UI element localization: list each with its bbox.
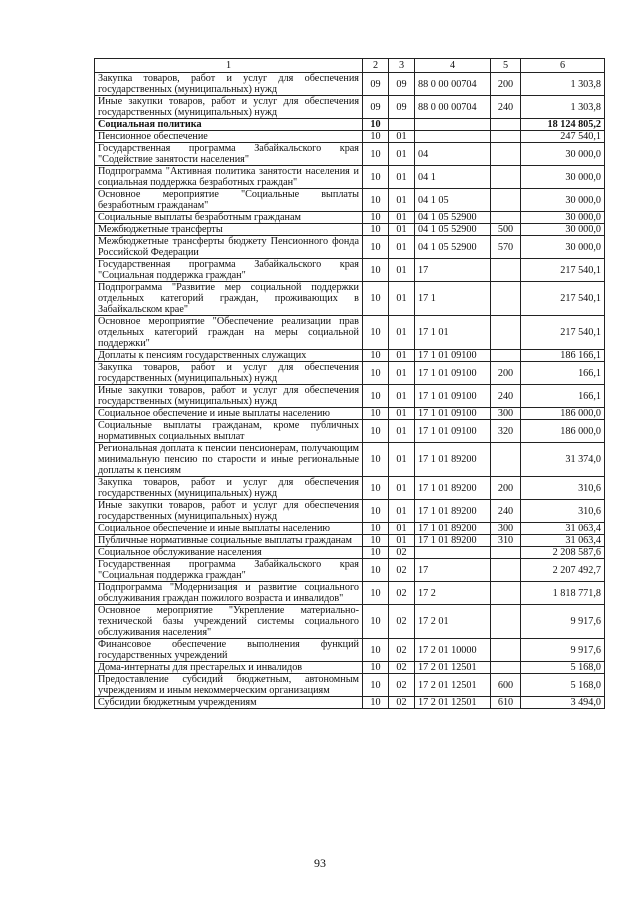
row-section-cell: 10 — [363, 236, 389, 259]
row-subsection-cell: 01 — [389, 385, 415, 408]
table-row — [95, 119, 605, 131]
row-subsection-cell: 01 — [389, 523, 415, 535]
row-target-article-cell: 04 1 05 52900 — [415, 236, 491, 259]
row-target-article-cell: 17 1 01 89200 — [415, 443, 491, 477]
row-name-cell: Социальные выплаты гражданам, кроме публичных нормативных социальных выплат — [95, 420, 363, 443]
row-section-cell: 10 — [363, 282, 389, 316]
row-section-cell: 10 — [363, 362, 389, 385]
row-target-article-cell: 17 1 01 89200 — [415, 500, 491, 523]
row-amount-cell: 310,6 — [521, 500, 605, 523]
table-row — [95, 131, 605, 143]
row-section-cell: 10 — [363, 189, 389, 212]
row-amount-cell: 30 000,0 — [521, 236, 605, 259]
row-target-article-cell: 04 1 — [415, 166, 491, 189]
row-subsection-cell: 02 — [389, 605, 415, 639]
row-section-cell: 10 — [363, 420, 389, 443]
page-number: 93 — [314, 856, 326, 870]
row-amount-cell: 217 540,1 — [521, 259, 605, 282]
row-target-article-cell: 17 1 01 09100 — [415, 420, 491, 443]
row-name-cell: Основное мероприятие "Социальные выплаты безработным гражданам" — [95, 189, 363, 212]
row-subsection-cell: 09 — [389, 96, 415, 119]
table-row — [95, 420, 605, 443]
row-expense-type-cell — [491, 166, 521, 189]
row-section-cell: 10 — [363, 316, 389, 350]
row-expense-type-cell — [491, 547, 521, 559]
row-name-cell: Закупка товаров, работ и услуг для обеспечения государственных (муниципальных) нужд — [95, 73, 363, 96]
table-row — [95, 662, 605, 674]
table-row — [95, 605, 605, 639]
table-row — [95, 96, 605, 119]
row-name-cell: Предоставление субсидий бюджетным, автономным учреждениям и иным некоммерческим организациям — [95, 674, 363, 697]
header-cell-1: 1 — [95, 59, 363, 73]
row-section-cell: 10 — [363, 119, 389, 131]
row-subsection-cell: 01 — [389, 362, 415, 385]
row-name-cell: Социальные выплаты безработным гражданам — [95, 212, 363, 224]
row-expense-type-cell: 240 — [491, 385, 521, 408]
row-subsection-cell: 01 — [389, 131, 415, 143]
row-amount-cell: 247 540,1 — [521, 131, 605, 143]
row-name-cell: Социальная политика — [95, 119, 363, 131]
row-expense-type-cell — [491, 282, 521, 316]
row-expense-type-cell: 240 — [491, 96, 521, 119]
row-subsection-cell: 01 — [389, 212, 415, 224]
row-subsection-cell: 01 — [389, 143, 415, 166]
row-section-cell: 10 — [363, 535, 389, 547]
row-section-cell: 10 — [363, 582, 389, 605]
row-target-article-cell: 17 1 01 89200 — [415, 535, 491, 547]
row-expense-type-cell — [491, 212, 521, 224]
row-expense-type-cell — [491, 350, 521, 362]
row-name-cell: Публичные нормативные социальные выплаты гражданам — [95, 535, 363, 547]
row-name-cell: Государственная программа Забайкальского края "Социальная поддержка граждан" — [95, 559, 363, 582]
row-subsection-cell: 09 — [389, 73, 415, 96]
row-name-cell: Социальное обеспечение и иные выплаты населению — [95, 523, 363, 535]
table-row — [95, 189, 605, 212]
row-expense-type-cell — [491, 582, 521, 605]
row-name-cell: Иные закупки товаров, работ и услуг для обеспечения государственных (муниципальных) нужд — [95, 385, 363, 408]
table-row — [95, 224, 605, 236]
table-row — [95, 212, 605, 224]
row-subsection-cell — [389, 119, 415, 131]
row-name-cell: Дома-интернаты для престарелых и инвалидов — [95, 662, 363, 674]
table-row — [95, 559, 605, 582]
row-target-article-cell: 04 1 05 52900 — [415, 212, 491, 224]
row-expense-type-cell — [491, 662, 521, 674]
row-target-article-cell: 04 1 05 52900 — [415, 224, 491, 236]
row-amount-cell: 9 917,6 — [521, 639, 605, 662]
row-amount-cell: 31 063,4 — [521, 523, 605, 535]
table-row — [95, 500, 605, 523]
row-amount-cell: 1 303,8 — [521, 73, 605, 96]
row-section-cell: 10 — [363, 212, 389, 224]
header-cell-6: 6 — [521, 59, 605, 73]
row-name-cell: Социальное обслуживание населения — [95, 547, 363, 559]
row-amount-cell: 30 000,0 — [521, 143, 605, 166]
table-row — [95, 362, 605, 385]
row-target-article-cell: 17 2 — [415, 582, 491, 605]
table-row — [95, 582, 605, 605]
table-row — [95, 316, 605, 350]
row-target-article-cell: 17 1 01 89200 — [415, 477, 491, 500]
row-expense-type-cell: 240 — [491, 500, 521, 523]
row-name-cell: Иные закупки товаров, работ и услуг для обеспечения государственных (муниципальных) нужд — [95, 96, 363, 119]
table-row — [95, 385, 605, 408]
row-name-cell: Социальное обеспечение и иные выплаты населению — [95, 408, 363, 420]
row-subsection-cell: 01 — [389, 316, 415, 350]
table-row — [95, 350, 605, 362]
row-expense-type-cell — [491, 131, 521, 143]
row-amount-cell: 2 208 587,6 — [521, 547, 605, 559]
header-cell-4: 4 — [415, 59, 491, 73]
row-section-cell: 10 — [363, 259, 389, 282]
row-expense-type-cell — [491, 605, 521, 639]
row-section-cell: 10 — [363, 385, 389, 408]
row-section-cell: 10 — [363, 674, 389, 697]
row-expense-type-cell: 300 — [491, 523, 521, 535]
table-row — [95, 236, 605, 259]
row-subsection-cell: 01 — [389, 500, 415, 523]
row-section-cell: 10 — [363, 500, 389, 523]
row-amount-cell: 3 494,0 — [521, 697, 605, 709]
row-section-cell: 10 — [363, 639, 389, 662]
row-expense-type-cell — [491, 119, 521, 131]
row-subsection-cell: 01 — [389, 535, 415, 547]
table-row — [95, 73, 605, 96]
table-row — [95, 535, 605, 547]
row-section-cell: 10 — [363, 559, 389, 582]
table-row — [95, 697, 605, 709]
row-subsection-cell: 01 — [389, 420, 415, 443]
row-name-cell: Пенсионное обеспечение — [95, 131, 363, 143]
row-expense-type-cell — [491, 316, 521, 350]
row-amount-cell: 186 000,0 — [521, 408, 605, 420]
row-expense-type-cell — [491, 259, 521, 282]
row-name-cell: Основное мероприятие "Обеспечение реализации прав отдельных категорий граждан на меры социальной поддержки" — [95, 316, 363, 350]
row-target-article-cell — [415, 547, 491, 559]
table-row — [95, 547, 605, 559]
row-name-cell: Государственная программа Забайкальского края "Социальная поддержка граждан" — [95, 259, 363, 282]
row-amount-cell: 166,1 — [521, 385, 605, 408]
row-amount-cell: 31 374,0 — [521, 443, 605, 477]
row-section-cell: 10 — [363, 697, 389, 709]
row-target-article-cell: 17 1 01 89200 — [415, 523, 491, 535]
row-target-article-cell: 88 0 00 00704 — [415, 96, 491, 119]
row-name-cell: Иные закупки товаров, работ и услуг для обеспечения государственных (муниципальных) нужд — [95, 500, 363, 523]
row-subsection-cell: 01 — [389, 477, 415, 500]
row-target-article-cell: 17 2 01 12501 — [415, 674, 491, 697]
row-target-article-cell: 17 1 01 09100 — [415, 385, 491, 408]
row-expense-type-cell: 570 — [491, 236, 521, 259]
row-expense-type-cell — [491, 189, 521, 212]
row-subsection-cell: 01 — [389, 259, 415, 282]
row-expense-type-cell: 200 — [491, 477, 521, 500]
header-cell-5: 5 — [491, 59, 521, 73]
table-row — [95, 639, 605, 662]
row-name-cell: Межбюджетные трансферты — [95, 224, 363, 236]
row-name-cell: Межбюджетные трансферты бюджету Пенсионного фонда Российской Федерации — [95, 236, 363, 259]
row-target-article-cell: 17 1 — [415, 282, 491, 316]
row-subsection-cell: 01 — [389, 282, 415, 316]
table-row — [95, 443, 605, 477]
row-amount-cell: 217 540,1 — [521, 316, 605, 350]
row-target-article-cell: 17 1 01 09100 — [415, 362, 491, 385]
row-subsection-cell: 01 — [389, 189, 415, 212]
row-subsection-cell: 01 — [389, 166, 415, 189]
row-amount-cell: 310,6 — [521, 477, 605, 500]
row-section-cell: 10 — [363, 350, 389, 362]
row-target-article-cell: 17 1 01 09100 — [415, 408, 491, 420]
row-amount-cell: 2 207 492,7 — [521, 559, 605, 582]
row-amount-cell: 186 166,1 — [521, 350, 605, 362]
table-row — [95, 523, 605, 535]
table-row — [95, 674, 605, 697]
row-section-cell: 10 — [363, 131, 389, 143]
row-subsection-cell: 02 — [389, 559, 415, 582]
row-name-cell: Подпрограмма "Развитие мер социальной поддержки отдельных категорий граждан, проживающих в Забайкальском крае" — [95, 282, 363, 316]
row-section-cell: 09 — [363, 73, 389, 96]
row-name-cell: Основное мероприятие "Укрепление материально-технической базы учреждений системы социального обслуживания населения" — [95, 605, 363, 639]
row-expense-type-cell: 300 — [491, 408, 521, 420]
row-target-article-cell: 17 1 01 — [415, 316, 491, 350]
row-subsection-cell: 02 — [389, 547, 415, 559]
row-amount-cell: 30 000,0 — [521, 166, 605, 189]
row-section-cell: 10 — [363, 166, 389, 189]
row-section-cell: 09 — [363, 96, 389, 119]
row-target-article-cell: 88 0 00 00704 — [415, 73, 491, 96]
row-subsection-cell: 02 — [389, 639, 415, 662]
table-row — [95, 477, 605, 500]
row-section-cell: 10 — [363, 605, 389, 639]
budget-table — [94, 58, 605, 709]
row-amount-cell: 1 303,8 — [521, 96, 605, 119]
row-target-article-cell — [415, 131, 491, 143]
row-section-cell: 10 — [363, 523, 389, 535]
row-amount-cell: 9 917,6 — [521, 605, 605, 639]
row-amount-cell: 30 000,0 — [521, 189, 605, 212]
row-name-cell: Подпрограмма "Модернизация и развитие социального обслуживания граждан пожилого возраста и инвалидов" — [95, 582, 363, 605]
row-expense-type-cell: 320 — [491, 420, 521, 443]
row-section-cell: 10 — [363, 408, 389, 420]
row-expense-type-cell — [491, 143, 521, 166]
row-amount-cell: 5 168,0 — [521, 674, 605, 697]
row-expense-type-cell: 610 — [491, 697, 521, 709]
row-target-article-cell: 17 1 01 09100 — [415, 350, 491, 362]
header-cell-2: 2 — [363, 59, 389, 73]
row-target-article-cell: 04 1 05 — [415, 189, 491, 212]
table-row — [95, 166, 605, 189]
row-subsection-cell: 01 — [389, 224, 415, 236]
row-name-cell: Региональная доплата к пенсии пенсионерам, получающим минимальную пенсию по старости и иные региональные доплаты к пенсиям — [95, 443, 363, 477]
header-cell-3: 3 — [389, 59, 415, 73]
row-name-cell: Доплаты к пенсиям государственных служащих — [95, 350, 363, 362]
row-target-article-cell: 17 — [415, 559, 491, 582]
row-amount-cell: 166,1 — [521, 362, 605, 385]
row-target-article-cell: 17 2 01 12501 — [415, 662, 491, 674]
row-name-cell: Финансовое обеспечение выполнения функций государственных учреждений — [95, 639, 363, 662]
table-row — [95, 259, 605, 282]
row-amount-cell: 1 818 771,8 — [521, 582, 605, 605]
row-amount-cell: 31 063,4 — [521, 535, 605, 547]
row-expense-type-cell — [491, 639, 521, 662]
row-section-cell: 10 — [363, 224, 389, 236]
row-amount-cell: 5 168,0 — [521, 662, 605, 674]
row-section-cell: 10 — [363, 143, 389, 166]
row-expense-type-cell — [491, 443, 521, 477]
row-name-cell: Закупка товаров, работ и услуг для обеспечения государственных (муниципальных) нужд — [95, 477, 363, 500]
row-amount-cell: 30 000,0 — [521, 212, 605, 224]
row-section-cell: 10 — [363, 662, 389, 674]
row-expense-type-cell: 200 — [491, 73, 521, 96]
row-section-cell: 10 — [363, 477, 389, 500]
row-subsection-cell: 01 — [389, 408, 415, 420]
row-expense-type-cell: 600 — [491, 674, 521, 697]
row-target-article-cell: 04 — [415, 143, 491, 166]
row-expense-type-cell: 500 — [491, 224, 521, 236]
row-target-article-cell: 17 — [415, 259, 491, 282]
row-section-cell: 10 — [363, 443, 389, 477]
table-row — [95, 282, 605, 316]
row-name-cell: Государственная программа Забайкальского края "Содействие занятости населения" — [95, 143, 363, 166]
budget-table-body — [95, 59, 605, 709]
row-expense-type-cell: 200 — [491, 362, 521, 385]
row-subsection-cell: 02 — [389, 697, 415, 709]
row-amount-cell: 217 540,1 — [521, 282, 605, 316]
row-expense-type-cell — [491, 559, 521, 582]
row-subsection-cell: 01 — [389, 350, 415, 362]
row-subsection-cell: 02 — [389, 674, 415, 697]
row-name-cell: Подпрограмма "Активная политика занятости населения и социальная поддержка безработных граждан" — [95, 166, 363, 189]
row-amount-cell: 30 000,0 — [521, 224, 605, 236]
row-target-article-cell — [415, 119, 491, 131]
row-amount-cell: 18 124 805,2 — [521, 119, 605, 131]
row-target-article-cell: 17 2 01 — [415, 605, 491, 639]
row-name-cell: Закупка товаров, работ и услуг для обеспечения государственных (муниципальных) нужд — [95, 362, 363, 385]
row-target-article-cell: 17 2 01 12501 — [415, 697, 491, 709]
table-row — [95, 143, 605, 166]
row-expense-type-cell: 310 — [491, 535, 521, 547]
row-subsection-cell: 01 — [389, 236, 415, 259]
row-subsection-cell: 01 — [389, 443, 415, 477]
row-subsection-cell: 02 — [389, 662, 415, 674]
row-target-article-cell: 17 2 01 10000 — [415, 639, 491, 662]
row-name-cell: Субсидии бюджетным учреждениям — [95, 697, 363, 709]
row-section-cell: 10 — [363, 547, 389, 559]
row-subsection-cell: 02 — [389, 582, 415, 605]
table-row — [95, 408, 605, 420]
row-amount-cell: 186 000,0 — [521, 420, 605, 443]
table-header-row — [95, 59, 605, 73]
